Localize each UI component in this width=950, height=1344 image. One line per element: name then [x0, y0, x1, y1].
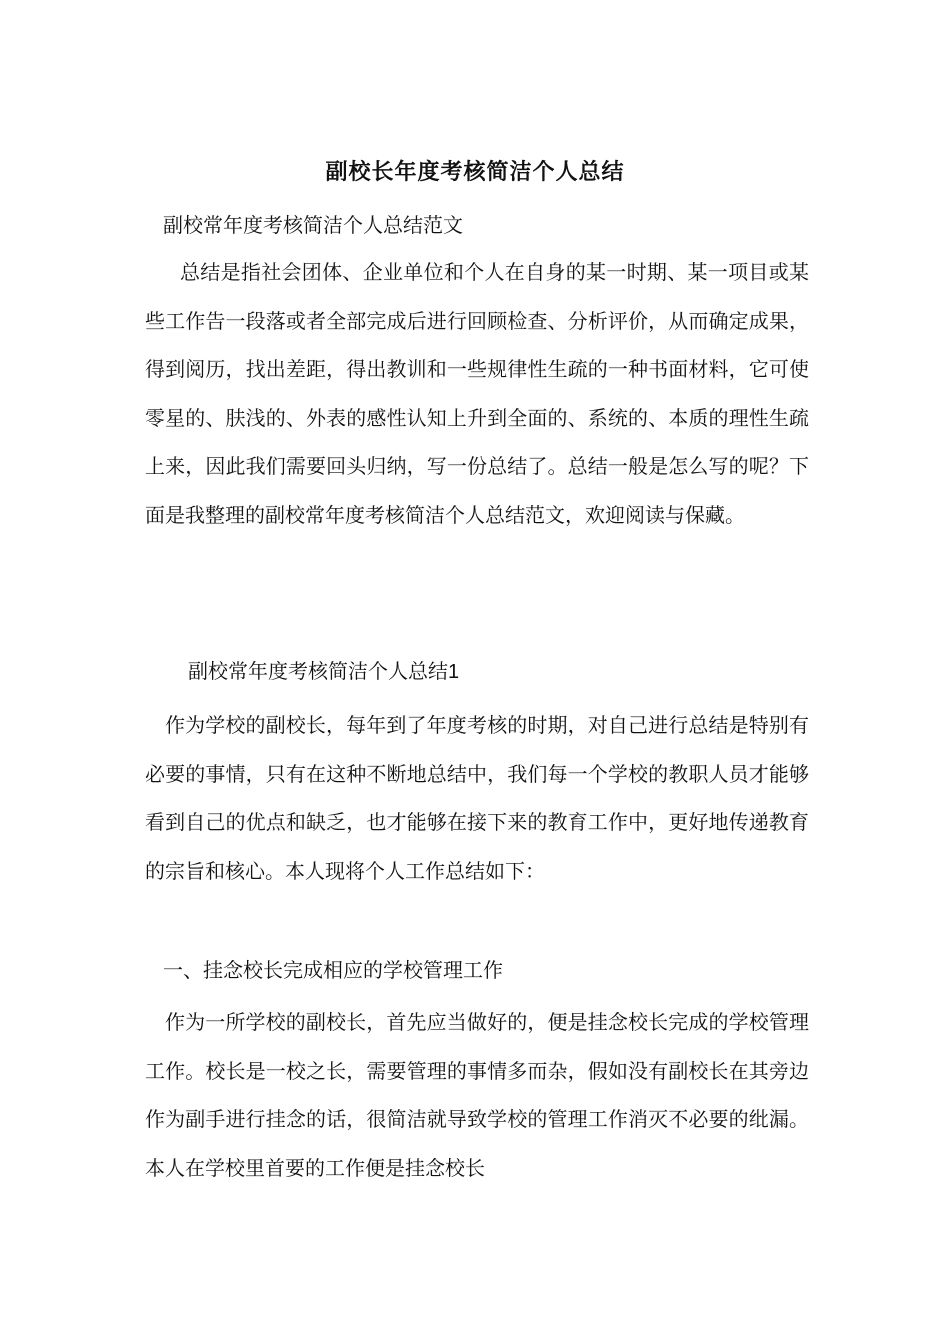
section-number: 1 [448, 661, 460, 683]
heading-one-paragraph: 作为一所学校的副校长，首先应当做好的，便是挂念校长完成的学校管理工作。校长是一校之长，需要管理的事情多而杂，假如没有副校长在其旁边作为副手进行挂念的话，很简洁就导致学校的管理工作消灭不必要的纰漏。本人在学校里首要的工作便是挂念校长 [145, 1010, 809, 1180]
section-title [188, 654, 459, 690]
document-subtitle: 副校常年度考核简洁个人总结范文 [163, 213, 463, 237]
intro-paragraph: 总结是指社会团体、企业单位和个人在自身的某一时期、某一项目或某些工作告一段落或者全部完成后进行回顾检查、分析评价，从而确定成果，得到阅历，找出差距，得出教训和一些规律性生疏的一种书面材料，它可使零星的、肤浅的、外表的感性认知上升到全面的、系统的、本质的理性生疏上来，因此我们需要回头归纳，写一份总结了。总结一般是怎么写的呢？下面是我整理的副校常年度考核简洁个人总结范文，欢迎阅读与保藏。 [145, 260, 809, 527]
document-title: 副校长年度考核简洁个人总结 [325, 159, 625, 185]
heading-one: 一、挂念校长完成相应的学校管理工作 [163, 958, 503, 982]
opening-paragraph: 作为学校的副校长，每年到了年度考核的时期，对自己进行总结是特别有必要的事情，只有在这种不断地总结中，我们每一个学校的教职人员才能够看到自己的优点和缺乏，也才能够在接下来的教育工作中，更好地传递教育的宗旨和核心。本人现将个人工作总结如下： [145, 713, 809, 883]
section-title-text: 副校常年度考核简洁个人总结 [188, 661, 448, 683]
